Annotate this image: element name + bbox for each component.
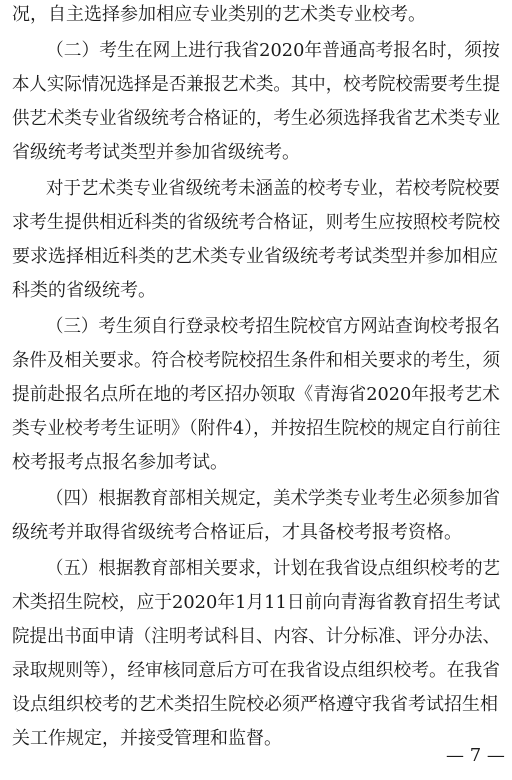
text-line: 术类招生院校，应于2020年1月11日前向青海省教育招生考试 — [12, 592, 501, 613]
text-line: 设点组织校考的艺术类招生院校必须严格遵守我省考试招生相 — [12, 694, 498, 715]
text-line: 供艺术类专业省级统考合格证的，考生必须选择我省艺术类专业 — [12, 108, 500, 129]
text-line: 求考生提供相近科类的省级统考合格证，则考生应按照校考院校 — [12, 212, 500, 233]
text-line: 科类的省级统考。 — [12, 280, 156, 301]
text-line: 要求选择相近科类的艺术类专业省级统考考试类型并参加相应 — [12, 246, 498, 267]
text-line: （四）根据教育部相关规定，美术学类专业考生必须参加省 — [46, 488, 500, 509]
text-line: 提前赴报名点所在地的考区招办领取《青海省2020年报考艺术 — [12, 384, 500, 405]
text-line: 类专业校考考生证明》（附件4），并按招生院校的规定自行前往 — [12, 418, 501, 439]
text-line: 省级统考考试类型并参加省级统考。 — [12, 142, 300, 163]
text-line: 况，自主选择参加相应专业类别的艺术类专业校考。 — [12, 4, 426, 25]
text-line: （五）根据教育部相关要求，计划在我省设点组织校考的艺 — [46, 558, 500, 579]
text-line: 院提出书面申请（注明考试科目、内容、计分标准、评分办法、 — [12, 626, 500, 647]
text-line: 关工作规定，并接受管理和监督。 — [12, 728, 282, 749]
text-line: （二）考生在网上进行我省2020年普通高考报名时，须按 — [46, 40, 500, 61]
text-line: 条件及相关要求。符合校考院校招生条件和相关要求的考生，须 — [12, 350, 500, 371]
text-line: 对于艺术类专业省级统考未涵盖的校考专业，若校考院校要 — [46, 178, 500, 199]
text-line: 校考报考点报名参加考试。 — [12, 452, 228, 473]
text-line: 级统考并取得省级统考合格证后，才具备校考报考资格。 — [12, 522, 462, 543]
page-number: — 7 — — [446, 745, 505, 766]
text-line: （三）考生须自行登录校考招生院校官方网站查询校考报名 — [46, 316, 500, 337]
text-line: 录取规则等），经审核同意后方可在我省设点组织校考。在我省 — [12, 660, 500, 681]
text-line: 本人实际情况选择是否兼报艺术类。其中，校考院校需要考生提 — [12, 74, 500, 95]
